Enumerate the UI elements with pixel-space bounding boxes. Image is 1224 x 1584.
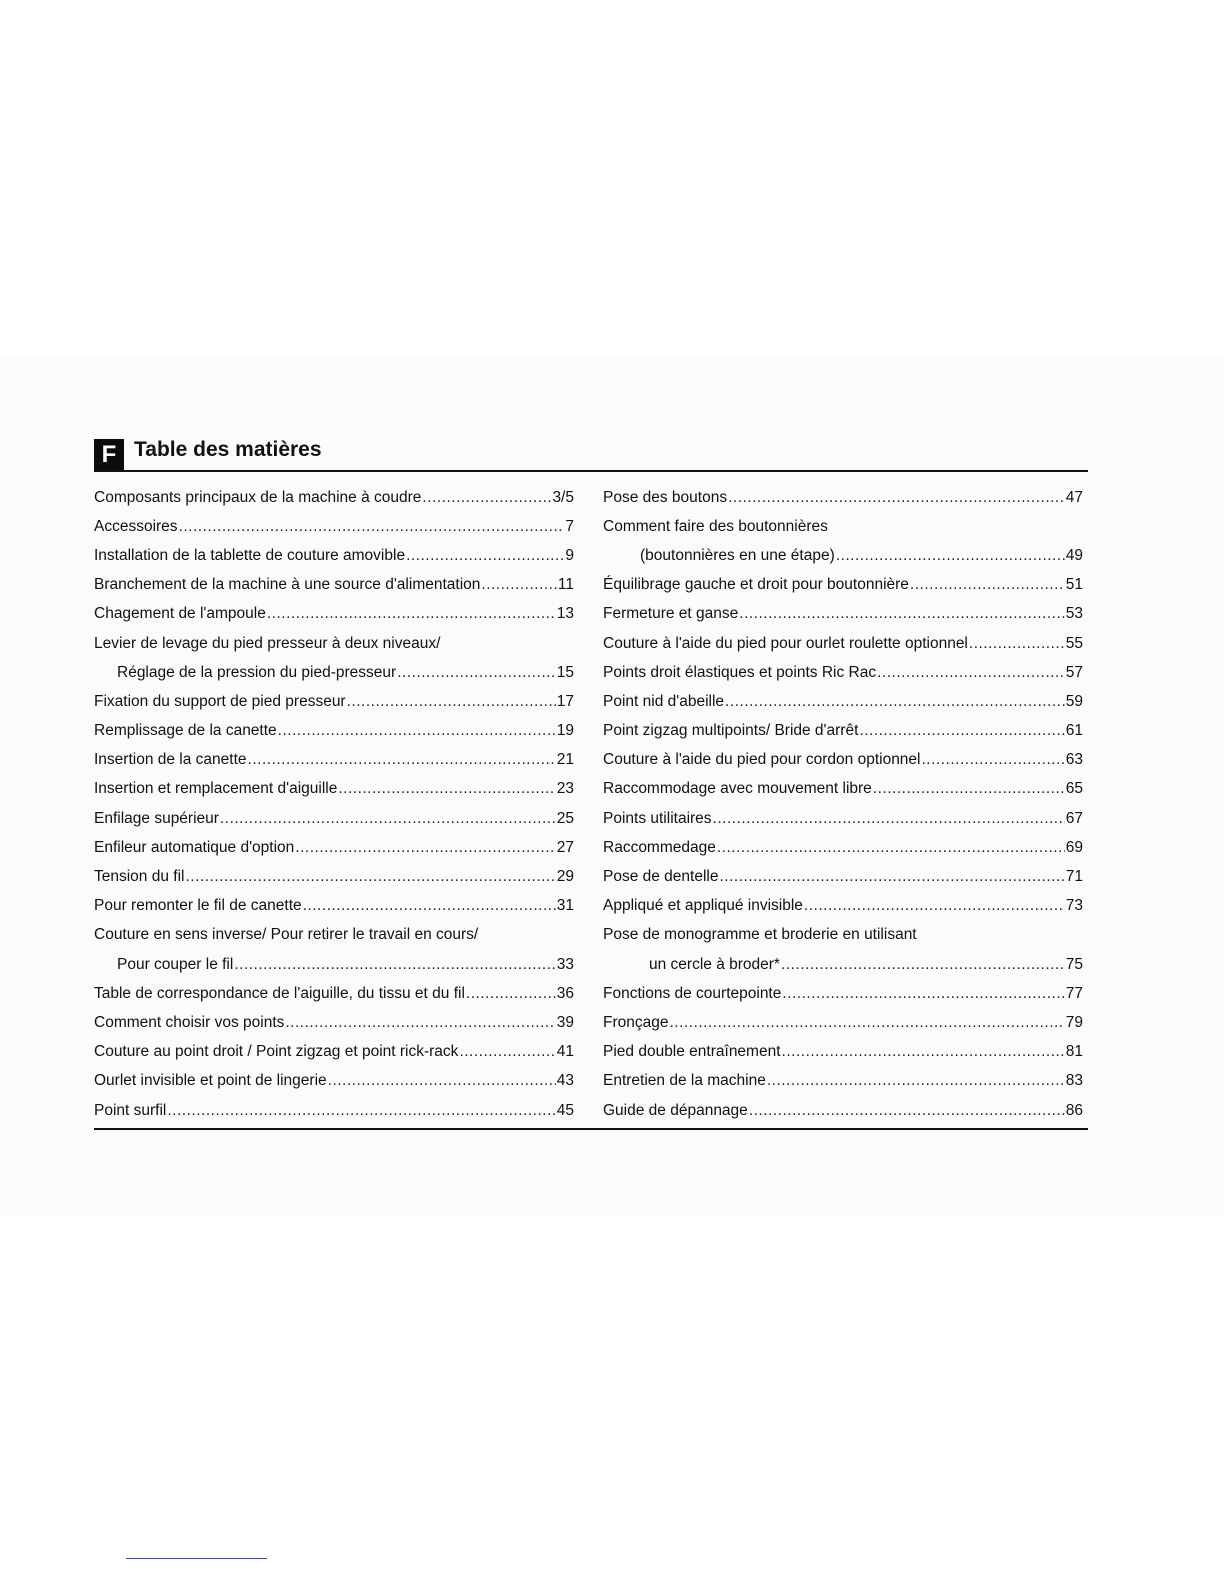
toc-entry-label: Pour remonter le fil de canette [94,897,302,915]
toc-entry [603,541,1083,570]
toc-leader-dots [873,780,1065,798]
language-badge: F [94,439,124,470]
toc-entry [94,600,574,629]
toc-entry-label: Installation de la tablette de couture amovible [94,546,406,564]
toc-entry-label: Ourlet invisible et point de lingerie [94,1072,327,1090]
toc-entry-page: 81 [1065,1043,1083,1061]
toc-entry [94,1008,574,1037]
toc-leader-dots [859,722,1064,740]
toc-entry [94,921,574,950]
toc-entry-page: 39 [556,1013,574,1031]
toc-entry-page: 19 [556,722,574,740]
toc-entry-page: 13 [556,605,574,623]
toc-leader-dots [397,664,556,682]
toc-leader-dots [836,547,1065,565]
toc-entry-label: Fixation du support de pied presseur [94,692,346,710]
toc-entry-page: 53 [1065,605,1083,623]
toc-entry-page: 57 [1065,663,1083,681]
toc-entry [94,746,574,775]
toc-entry-label: Tension du fil [94,868,185,886]
toc-entry-label: Insertion et remplacement d'aiguille [94,780,338,798]
toc-leader-dots [767,1072,1065,1090]
toc-entry-page: 21 [556,751,574,769]
toc-entry-label: (boutonnières en une étape) [640,546,835,564]
toc-entry-page: 63 [1065,751,1083,769]
toc-leader-dots [295,839,555,857]
toc-entry-label: Chagement de l'ampoule [94,605,266,623]
toc-entry-label: Pose de dentelle [603,868,719,886]
toc-entry-label: Comment faire des boutonnières [603,517,828,535]
toc-entry-page: 77 [1065,984,1083,1002]
toc-entry [94,833,574,862]
toc-entry [94,1038,574,1067]
toc-entry [603,1096,1083,1125]
toc-entry [94,541,574,570]
toc-leader-dots [338,780,555,798]
toc-entry-page: 9 [565,546,574,564]
toc-entry-label: Point nid d'abeille [603,692,725,710]
toc-entry-page: 17 [556,692,574,710]
toc-leader-dots [167,1102,555,1120]
toc-entry-label: Point surfil [94,1101,167,1119]
toc-entry [603,629,1083,658]
toc-entry [94,804,574,833]
toc-entry [603,775,1083,804]
toc-entry-page: 86 [1065,1101,1083,1119]
toc-leader-dots [278,722,556,740]
toc-entry [603,862,1083,891]
toc-entry [94,571,574,600]
toc-entry-page: 27 [556,838,574,856]
toc-entry-label: Branchement de la machine à une source d'alimentation [94,576,481,594]
toc-entry-page: 67 [1065,809,1083,827]
toc-entry-page: 75 [1065,955,1083,973]
toc-entry-page: 25 [556,809,574,827]
toc-leader-dots [725,693,1065,711]
toc-entry [603,746,1083,775]
toc-entry [94,658,574,687]
toc-entry-label: Insertion de la canette [94,751,247,769]
toc-entry-page: 15 [556,663,574,681]
toc-entry-page: 47 [1065,488,1083,506]
toc-entry [94,950,574,979]
toc-leader-dots [179,518,565,536]
toc-entry-label: Entretien de la machine [603,1072,766,1090]
toc-entry [94,629,574,658]
toc-entry-page: 83 [1065,1072,1083,1090]
toc-leader-dots [713,810,1065,828]
toc-entry [94,979,574,1008]
toc-entry-label: un cercle à broder* [649,955,780,973]
toc-leader-dots [248,751,556,769]
toc-leader-dots [347,693,556,711]
toc-entry [94,1067,574,1096]
toc-entry [94,775,574,804]
toc-entry-label: Appliqué et appliqué invisible [603,897,803,915]
toc-entry-label: Points utilitaires [603,809,712,827]
toc-entry [603,979,1083,1008]
toc-leader-dots [459,1043,555,1061]
toc-entry [94,892,574,921]
toc-leader-dots [877,664,1065,682]
toc-leader-dots [422,489,551,507]
toc-leader-dots [781,956,1065,974]
toc-leader-dots [466,985,556,1003]
toc-leader-dots [739,605,1064,623]
toc-entry-label: Remplissage de la canette [94,722,277,740]
toc-entry-label: Pied double entraînement [603,1043,781,1061]
toc-leader-dots [719,868,1064,886]
toc-leader-dots [267,605,556,623]
toc-leader-dots [234,956,555,974]
toc-entry-page: 65 [1065,780,1083,798]
toc-entry [603,600,1083,629]
toc-leader-dots [782,1043,1065,1061]
toc-entry [603,1008,1083,1037]
toc-entry [94,512,574,541]
toc-entry-label: Couture à l'aide du pied pour cordon optionnel [603,751,921,769]
toc-leader-dots [969,635,1065,653]
toc-leader-dots [406,547,564,565]
toc-left-column [94,483,574,1125]
toc-leader-dots [922,751,1065,769]
toc-entry-page: 73 [1065,897,1083,915]
toc-entry-label: Fronçage [603,1013,669,1031]
toc-entry [603,950,1083,979]
toc-entry [603,804,1083,833]
toc-entry-label: Couture en sens inverse/ Pour retirer le travail en cours/ [94,926,479,944]
toc-leader-dots [910,576,1065,594]
toc-entry-page: 36 [556,984,574,1002]
toc-leader-dots [717,839,1065,857]
bottom-rule [94,1128,1088,1130]
toc-entry-label: Enfilage supérieur [94,809,219,827]
toc-entry-page: 55 [1065,634,1083,652]
toc-entry [603,921,1083,950]
toc-entry-label: Accessoires [94,517,178,535]
toc-entry-page: 79 [1065,1013,1083,1031]
toc-entry [94,717,574,746]
toc-entry-label: Couture à l'aide du pied pour ourlet roulette optionnel [603,634,968,652]
toc-leader-dots [728,489,1065,507]
toc-entry-label: Pose des boutons [603,488,728,506]
page-title: Table des matières [134,438,322,461]
toc-right-column [603,483,1083,1125]
toc-leader-dots [669,1014,1064,1032]
toc-entry-page: 3/5 [552,488,574,506]
toc-entry-label: Fonctions de courtepointe [603,984,782,1002]
toc-leader-dots [185,868,555,886]
toc-entry [94,862,574,891]
toc-entry-page: 7 [565,517,574,535]
toc-entry-label: Enfileur automatique d'option [94,838,295,856]
toc-entry-page: 45 [556,1101,574,1119]
toc-entry [603,658,1083,687]
toc-leader-dots [804,897,1065,915]
footer-link-underline [126,1558,267,1559]
toc-entry-page: 41 [556,1043,574,1061]
toc-entry [603,833,1083,862]
toc-entry-page: 49 [1065,546,1083,564]
toc-entry-label: Composants principaux de la machine à coudre [94,488,422,506]
toc-leader-dots [749,1102,1065,1120]
toc-entry [603,1038,1083,1067]
toc-entry-page: 61 [1065,722,1083,740]
toc-entry-page: 31 [556,897,574,915]
toc-entry-label: Guide de dépannage [603,1101,748,1119]
toc-entry-page: 33 [556,955,574,973]
toc-entry-label: Levier de levage du pied presseur à deux niveaux/ [94,634,441,652]
toc-entry [603,687,1083,716]
toc-entry-page: 59 [1065,692,1083,710]
toc-entry [94,687,574,716]
toc-leader-dots [328,1072,556,1090]
toc-entry [603,571,1083,600]
toc-entry [603,1067,1083,1096]
toc-entry-label: Couture au point droit / Point zigzag et point rick-rack [94,1043,459,1061]
toc-entry-label: Table de correspondance de l'aiguille, du tissu et du fil [94,984,465,1002]
toc-entry-label: Pose de monogramme et broderie en utilisant [603,926,917,944]
toc-entry-label: Point zigzag multipoints/ Bride d'arrêt [603,722,859,740]
toc-entry-page: 71 [1065,868,1083,886]
toc-entry-label: Réglage de la pression du pied-presseur [117,663,397,681]
toc-entry [603,512,1083,541]
toc-leader-dots [220,810,556,828]
toc-entry-page: 69 [1065,838,1083,856]
toc-entry-label: Comment choisir vos points [94,1013,285,1031]
toc-entry [94,1096,574,1125]
toc-entry [94,483,574,512]
toc-entry-label: Raccommodage avec mouvement libre [603,780,872,798]
toc-entry [603,717,1083,746]
toc-entry-label: Fermeture et ganse [603,605,739,623]
toc-leader-dots [782,985,1064,1003]
toc-entry [603,892,1083,921]
toc-entry-label: Pour couper le fil [117,955,234,973]
toc-entry-page: 29 [556,868,574,886]
toc-entry-page: 51 [1065,576,1083,594]
toc-leader-dots [481,576,557,594]
toc-entry-page: 43 [556,1072,574,1090]
toc-leader-dots [303,897,556,915]
toc-entry-page: 11 [557,576,574,594]
toc-header [94,436,1088,472]
toc-entry-page: 23 [556,780,574,798]
toc-entry-label: Équilibrage gauche et droit pour boutonnière [603,576,909,594]
toc-leader-dots [285,1014,555,1032]
toc-entry [603,483,1083,512]
toc-entry-label: Raccommedage [603,838,716,856]
toc-entry-label: Points droit élastiques et points Ric Rac [603,663,877,681]
